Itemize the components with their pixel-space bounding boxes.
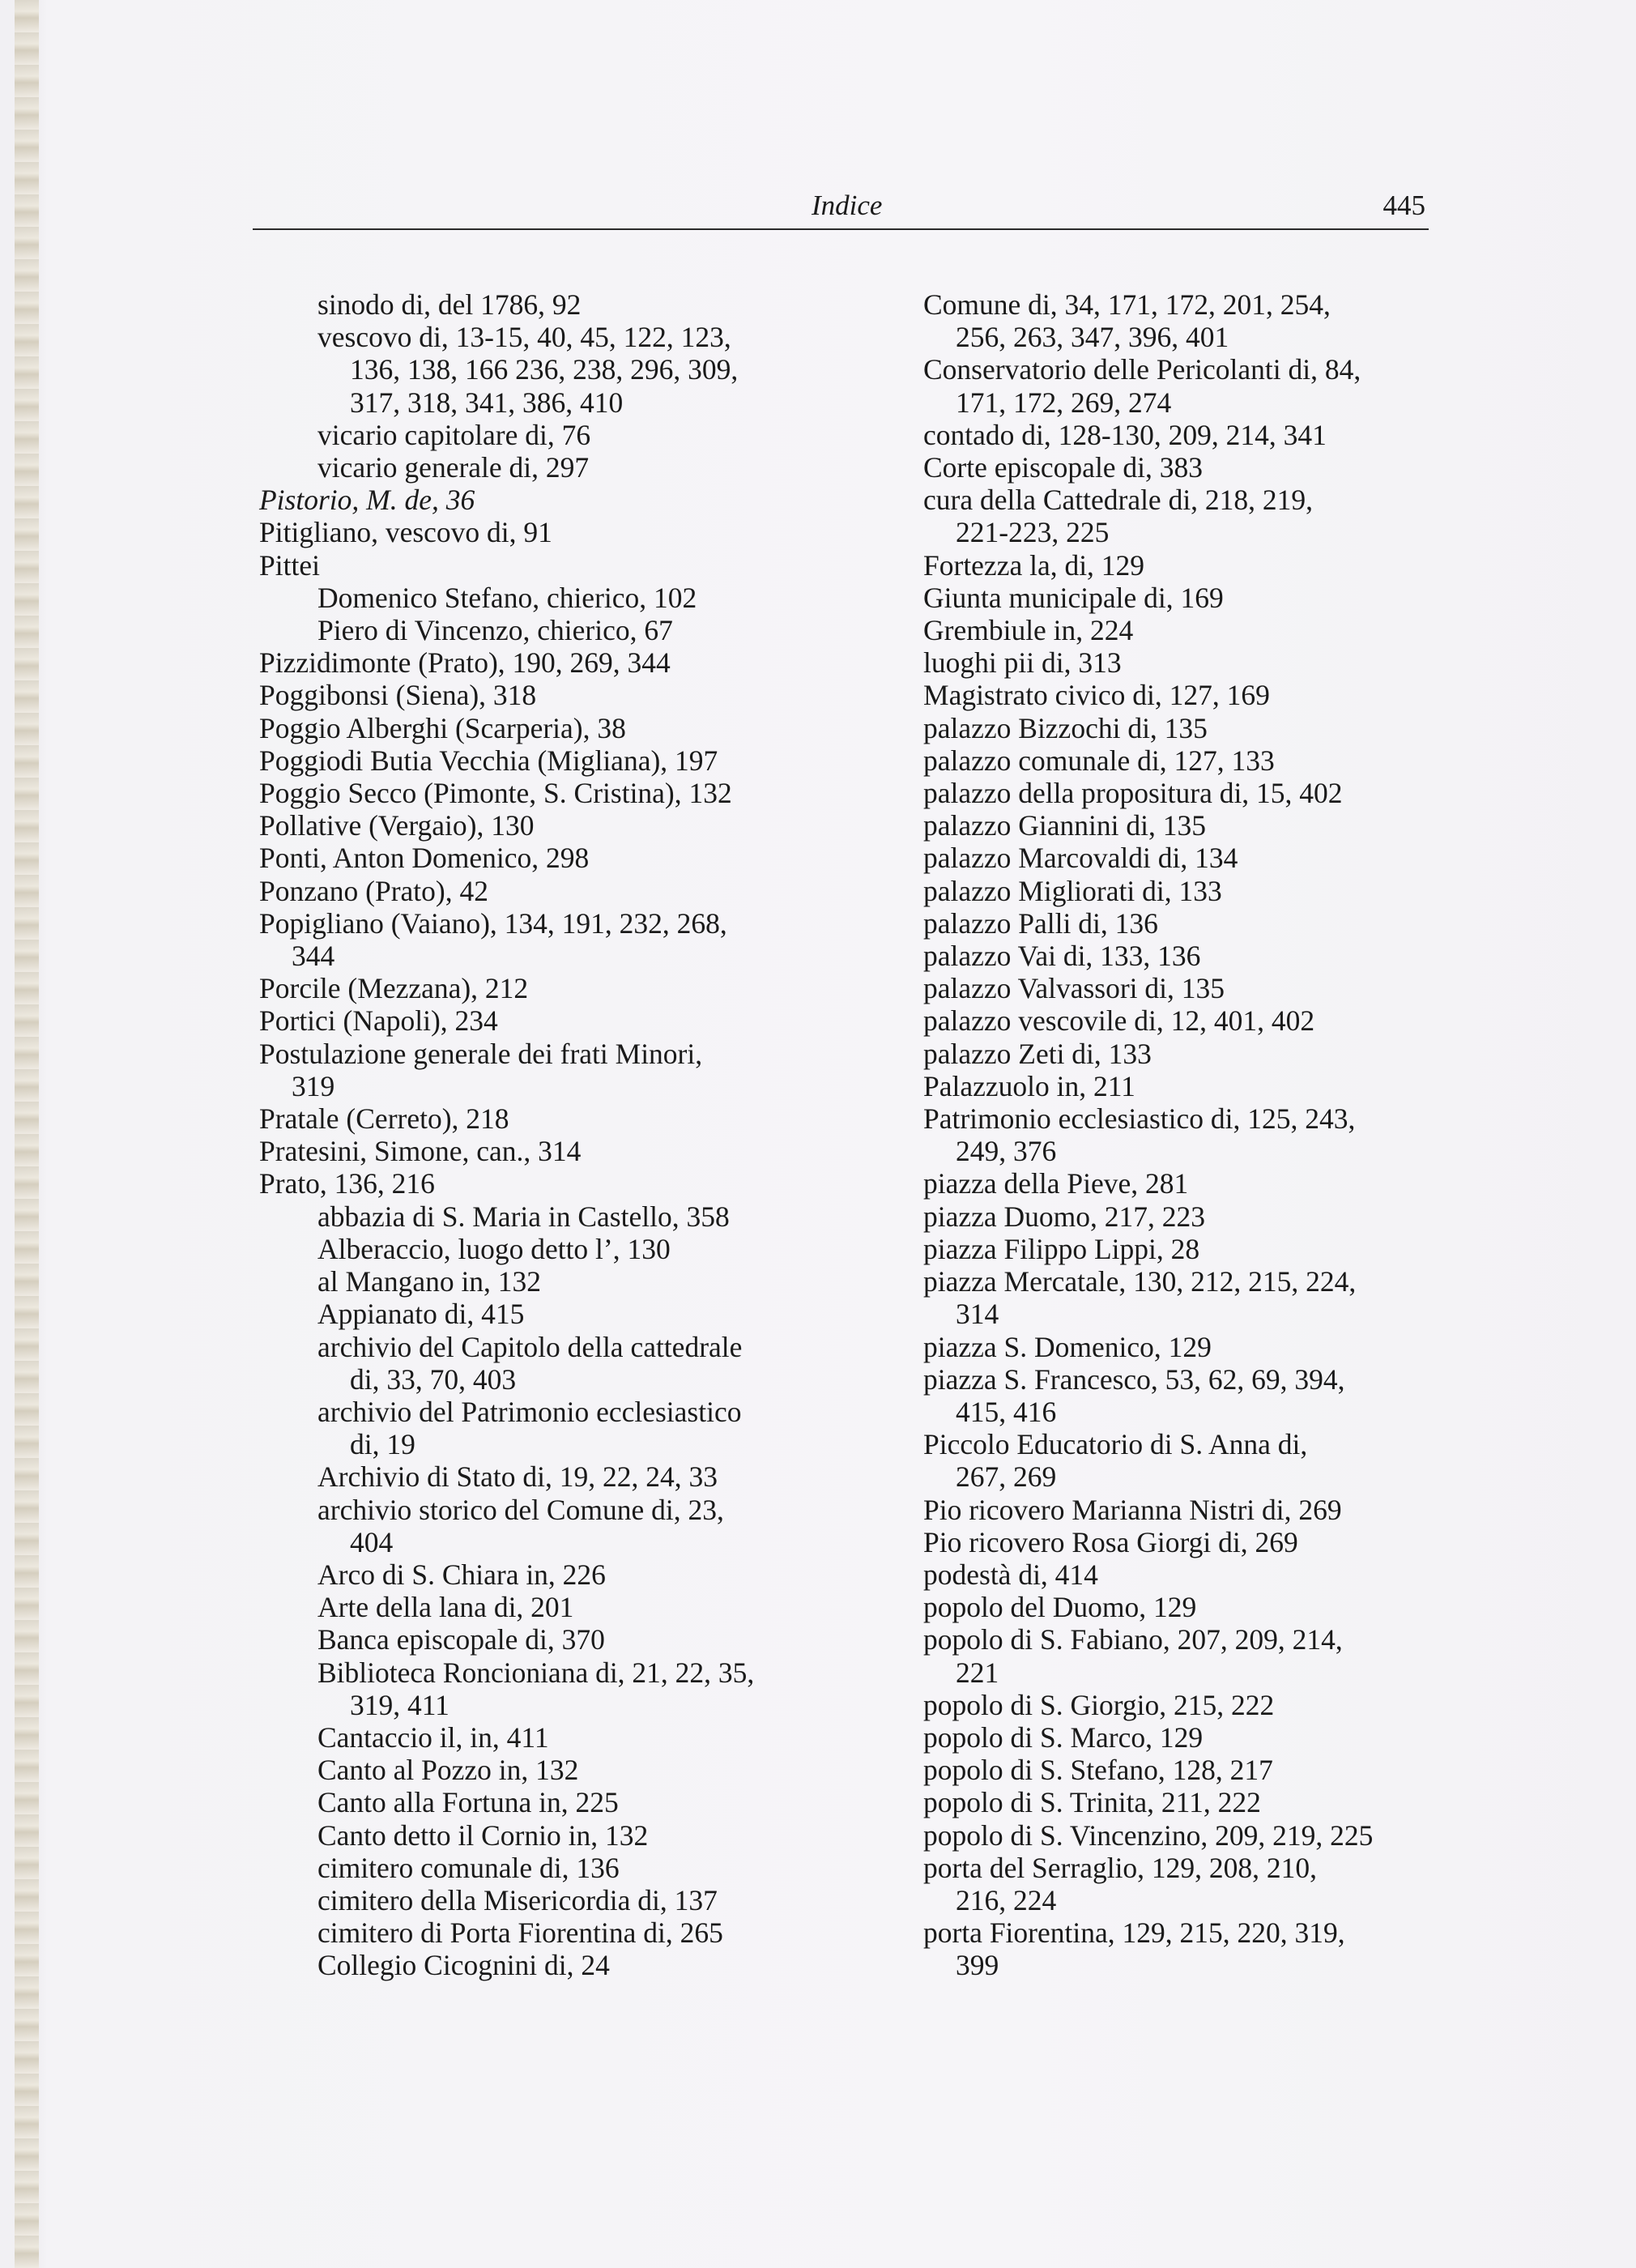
index-entry [923, 712, 1434, 744]
index-entry-text: popolo di S. Fabiano, 207, 209, 214, [923, 1623, 1343, 1656]
index-entry-text: cimitero comunale di, 136 [317, 1851, 620, 1884]
index-entry-continuation: 404 [350, 1525, 394, 1558]
index-entry [259, 1786, 826, 1818]
index-entry [923, 842, 1434, 874]
index-entry-text: palazzo Marcovaldi di, 134 [923, 842, 1238, 875]
index-entry [259, 1656, 826, 1721]
index-entry [259, 614, 826, 646]
index-entry [259, 1558, 826, 1591]
index-entry-text: palazzo Zeti di, 133 [923, 1037, 1152, 1070]
index-entry [259, 1884, 826, 1916]
index-entry [923, 646, 1434, 679]
index-entry [923, 582, 1434, 614]
index-entry-text: vicario capitolare di, 76 [317, 418, 591, 451]
index-entry-text: popolo del Duomo, 129 [923, 1591, 1197, 1624]
index-entry-continuation: 399 [956, 1949, 999, 1982]
index-entry-text: Poggibonsi (Siena), 318 [259, 679, 537, 712]
index-entry [259, 484, 826, 516]
index-entry-text: Postulazione generale dei frati Minori, [259, 1037, 703, 1070]
index-entry-continuation: 344 [292, 940, 335, 973]
index-entry [259, 712, 826, 744]
index-entry-continuation: di, 19 [350, 1428, 415, 1461]
index-entry [259, 1038, 826, 1102]
index-entry [259, 1265, 826, 1298]
index-entry [923, 940, 1434, 972]
index-entry-text: Ponzano (Prato), 42 [259, 874, 488, 907]
index-entry [923, 809, 1434, 842]
index-entry-text: cimitero di Porta Fiorentina di, 265 [317, 1916, 723, 1950]
index-entry [259, 907, 826, 972]
index-entry-text: Portici (Napoli), 234 [259, 1004, 498, 1038]
index-entry [259, 875, 826, 907]
index-entry [923, 549, 1434, 582]
index-entry-text: piazza Filippo Lippi, 28 [923, 1232, 1200, 1265]
index-entry-text: archivio del Capitolo della cattedrale [317, 1330, 743, 1363]
index-entry [923, 1038, 1434, 1070]
index-entry-text: Corte episcopale di, 383 [923, 451, 1204, 484]
index-entry-text: Pistorio, M. de, 36 [259, 484, 475, 517]
index-entry [259, 972, 826, 1004]
index-entry [923, 484, 1434, 548]
index-entry [923, 1494, 1434, 1526]
index-entry [923, 1916, 1434, 1981]
index-entry-text: contado di, 128-130, 209, 214, 341 [923, 418, 1327, 451]
index-entry-continuation: 314 [956, 1298, 999, 1331]
index-entry [923, 1852, 1434, 1916]
index-entry-text: Prato, 136, 216 [259, 1167, 435, 1200]
index-entry [259, 842, 826, 874]
index-entry-text: Archivio di Stato di, 19, 22, 24, 33 [317, 1460, 718, 1494]
index-entry-text: palazzo della propositura di, 15, 402 [923, 777, 1343, 810]
index-entry-text: luoghi pii di, 313 [923, 646, 1122, 680]
index-entry [259, 1331, 826, 1396]
index-entry-text: Pio ricovero Rosa Giorgi di, 269 [923, 1525, 1298, 1558]
index-entry [923, 972, 1434, 1004]
index-entry [923, 1167, 1434, 1200]
index-entry [259, 1298, 826, 1330]
index-entry-text: Piccolo Educatorio di S. Anna di, [923, 1428, 1308, 1461]
index-entry-continuation: 267, 269 [956, 1460, 1057, 1494]
index-entry-text: vicario generale di, 297 [317, 451, 590, 484]
page-number: 445 [1383, 190, 1425, 221]
index-entry [923, 1233, 1434, 1265]
index-entry [923, 1200, 1434, 1233]
index-entry-text: popolo di S. Vincenzino, 209, 219, 225 [923, 1818, 1374, 1852]
index-entry-text: Biblioteca Roncioniana di, 21, 22, 35, [317, 1656, 755, 1689]
index-entry [923, 353, 1434, 418]
index-entry [259, 1721, 826, 1754]
index-entry-text: piazza S. Domenico, 129 [923, 1330, 1212, 1363]
index-entry-text: Collegio Cicognini di, 24 [317, 1949, 610, 1982]
index-entry-continuation: 319, 411 [350, 1688, 449, 1721]
index-entry [923, 1786, 1434, 1818]
index-entry-text: piazza della Pieve, 281 [923, 1167, 1189, 1200]
index-entry [259, 1754, 826, 1786]
index-entry-continuation: 221 [956, 1656, 999, 1689]
index-entry [259, 1004, 826, 1037]
index-entry-continuation: 256, 263, 347, 396, 401 [956, 321, 1229, 354]
index-entry-text: palazzo Valvassori di, 135 [923, 972, 1225, 1005]
index-entry-text: Pratale (Cerreto), 218 [259, 1102, 509, 1136]
index-entry-continuation: 319 [292, 1069, 335, 1102]
index-entry-text: popolo di S. Stefano, 128, 217 [923, 1754, 1273, 1787]
index-entry-text: archivio storico del Comune di, 23, [317, 1493, 724, 1526]
index-entry [259, 1102, 826, 1135]
index-entry-text: Pitigliano, vescovo di, 91 [259, 516, 552, 549]
index-entry-text: porta Fiorentina, 129, 215, 220, 319, [923, 1916, 1345, 1950]
index-entry-text: Pittei [259, 548, 320, 582]
index-entry [259, 744, 826, 777]
index-entry [923, 679, 1434, 711]
index-entry-text: Pollative (Vergaio), 130 [259, 809, 535, 842]
index-entry [259, 1916, 826, 1949]
index-entry [923, 875, 1434, 907]
index-entry [259, 777, 826, 809]
index-entry-continuation: 221-223, 225 [956, 516, 1110, 549]
index-entry-continuation: 216, 224 [956, 1883, 1057, 1916]
index-entry-text: Conservatorio delle Pericolanti di, 84, [923, 353, 1361, 386]
index-entry-continuation: 171, 172, 269, 274 [956, 386, 1172, 419]
index-entry-text: Poggiodi Butia Vecchia (Migliana), 197 [259, 744, 718, 777]
index-entry-text: archivio del Patrimonio ecclesiastico [317, 1395, 742, 1428]
torn-paper-edge [15, 0, 39, 2268]
index-column-left [259, 288, 826, 1982]
index-entry-text: vescovo di, 13-15, 40, 45, 122, 123, [317, 321, 731, 354]
index-entry [259, 646, 826, 679]
index-entry-text: Palazzuolo in, 211 [923, 1069, 1135, 1102]
index-entry [923, 777, 1434, 809]
index-column-right [923, 288, 1434, 1982]
index-entry [259, 1623, 826, 1656]
index-entry-text: popolo di S. Trinita, 211, 222 [923, 1786, 1261, 1819]
index-entry [923, 1689, 1434, 1721]
index-entry [259, 451, 826, 484]
index-entry-text: palazzo Migliorati di, 133 [923, 874, 1222, 907]
index-entry [923, 1623, 1434, 1688]
index-entry [259, 1460, 826, 1493]
index-entry [923, 419, 1434, 451]
index-entry-continuation: 249, 376 [956, 1135, 1057, 1168]
index-entry-text: podestà di, 414 [923, 1558, 1098, 1591]
index-entry [923, 907, 1434, 940]
header-title: Indice [812, 190, 883, 221]
index-entry [259, 1949, 826, 1981]
index-entry-text: Magistrato civico di, 127, 169 [923, 679, 1270, 712]
index-entry-text: Grembiule in, 224 [923, 614, 1134, 647]
index-entry [259, 1233, 826, 1265]
index-entry [259, 419, 826, 451]
index-entry-continuation: 415, 416 [956, 1395, 1057, 1428]
index-entry-text: palazzo Giannini di, 135 [923, 809, 1206, 842]
index-entry [923, 451, 1434, 484]
index-entry [259, 1852, 826, 1884]
index-entry-text: Popigliano (Vaiano), 134, 191, 232, 268, [259, 906, 727, 940]
index-entry-text: Patrimonio ecclesiastico di, 125, 243, [923, 1102, 1356, 1136]
index-entry-text: piazza Mercatale, 130, 212, 215, 224, [923, 1265, 1357, 1298]
index-entry [259, 582, 826, 614]
index-entry [923, 1754, 1434, 1786]
index-entry [923, 1526, 1434, 1558]
index-entry-continuation: 136, 138, 166 236, 238, 296, 309, [350, 353, 739, 386]
index-entry-continuation: 317, 318, 341, 386, 410 [350, 386, 624, 419]
index-entry-text: palazzo Vai di, 133, 136 [923, 940, 1201, 973]
index-entry [923, 1428, 1434, 1493]
index-entry-text: Pizzidimonte (Prato), 190, 269, 344 [259, 646, 671, 680]
index-entry-text: Poggio Secco (Pimonte, S. Cristina), 132 [259, 777, 732, 810]
index-entry [259, 1200, 826, 1233]
index-entry [923, 1591, 1434, 1623]
index-entry-text: popolo di S. Giorgio, 215, 222 [923, 1688, 1275, 1721]
index-entry [923, 614, 1434, 646]
index-entry-text: Appianato di, 415 [317, 1298, 525, 1331]
index-entry [259, 549, 826, 582]
index-entry [259, 516, 826, 548]
index-entry-text: Arte della lana di, 201 [317, 1591, 574, 1624]
index-entry-text: Giunta municipale di, 169 [923, 581, 1224, 614]
index-entry [923, 1819, 1434, 1852]
index-entry-text: Domenico Stefano, chierico, 102 [317, 581, 697, 614]
index-entry-text: Comune di, 34, 171, 172, 201, 254, [923, 288, 1331, 321]
index-entry-text: palazzo Palli di, 136 [923, 906, 1158, 940]
index-entry-text: palazzo Bizzochi di, 135 [923, 711, 1208, 744]
running-header [253, 185, 1429, 230]
index-entry-text: Canto al Pozzo in, 132 [317, 1754, 579, 1787]
index-entry-continuation: di, 33, 70, 403 [350, 1362, 517, 1396]
index-entry [259, 1167, 826, 1200]
index-entry [923, 1102, 1434, 1167]
index-entry [923, 1331, 1434, 1363]
index-entry-text: porta del Serraglio, 129, 208, 210, [923, 1851, 1318, 1884]
index-entry [259, 321, 826, 419]
index-entry [259, 1591, 826, 1623]
index-entry-text: Fortezza la, di, 129 [923, 548, 1145, 582]
index-entry [259, 679, 826, 711]
index-entry [259, 809, 826, 842]
index-entry-text: Arco di S. Chiara in, 226 [317, 1558, 606, 1591]
index-entry-text: cura della Cattedrale di, 218, 219, [923, 484, 1314, 517]
index-entry-text: Alberaccio, luogo detto l’, 130 [317, 1232, 671, 1265]
index-entry-text: Ponti, Anton Domenico, 298 [259, 842, 590, 875]
index-entry [259, 1396, 826, 1460]
index-entry [923, 744, 1434, 777]
index-entry-text: palazzo comunale di, 127, 133 [923, 744, 1275, 777]
index-entry [923, 1265, 1434, 1330]
index-entry-text: Piero di Vincenzo, chierico, 67 [317, 614, 673, 647]
index-entry-text: palazzo vescovile di, 12, 401, 402 [923, 1004, 1315, 1038]
index-entry [923, 1363, 1434, 1428]
index-entry [923, 1070, 1434, 1102]
index-entry-text: Pio ricovero Marianna Nistri di, 269 [923, 1493, 1342, 1526]
index-entry-text: popolo di S. Marco, 129 [923, 1720, 1204, 1754]
index-entry-text: abbazia di S. Maria in Castello, 358 [317, 1200, 730, 1233]
index-entry [923, 1721, 1434, 1754]
index-entry-text: Cantaccio il, in, 411 [317, 1720, 549, 1754]
index-entry [259, 1494, 826, 1558]
index-entry-text: al Mangano in, 132 [317, 1265, 542, 1298]
index-entry [923, 1004, 1434, 1037]
index-entry-text: Canto detto il Cornio in, 132 [317, 1818, 649, 1852]
index-entry [923, 288, 1434, 353]
index-entry-text: Banca episcopale di, 370 [317, 1623, 605, 1656]
index-entry-text: Canto alla Fortuna in, 225 [317, 1786, 619, 1819]
index-entry [259, 1135, 826, 1167]
index-entry-text: cimitero della Misericordia di, 137 [317, 1883, 718, 1916]
index-entry-text: Poggio Alberghi (Scarperia), 38 [259, 711, 626, 744]
index-entry [259, 288, 826, 321]
index-entry-text: Pratesini, Simone, can., 314 [259, 1135, 582, 1168]
index-entry-text: sinodo di, del 1786, 92 [317, 288, 582, 321]
index-entry [259, 1819, 826, 1852]
index-entry-text: Porcile (Mezzana), 212 [259, 972, 529, 1005]
index-entry-text: piazza S. Francesco, 53, 62, 69, 394, [923, 1362, 1345, 1396]
index-entry [923, 1558, 1434, 1591]
index-entry-text: piazza Duomo, 217, 223 [923, 1200, 1206, 1233]
